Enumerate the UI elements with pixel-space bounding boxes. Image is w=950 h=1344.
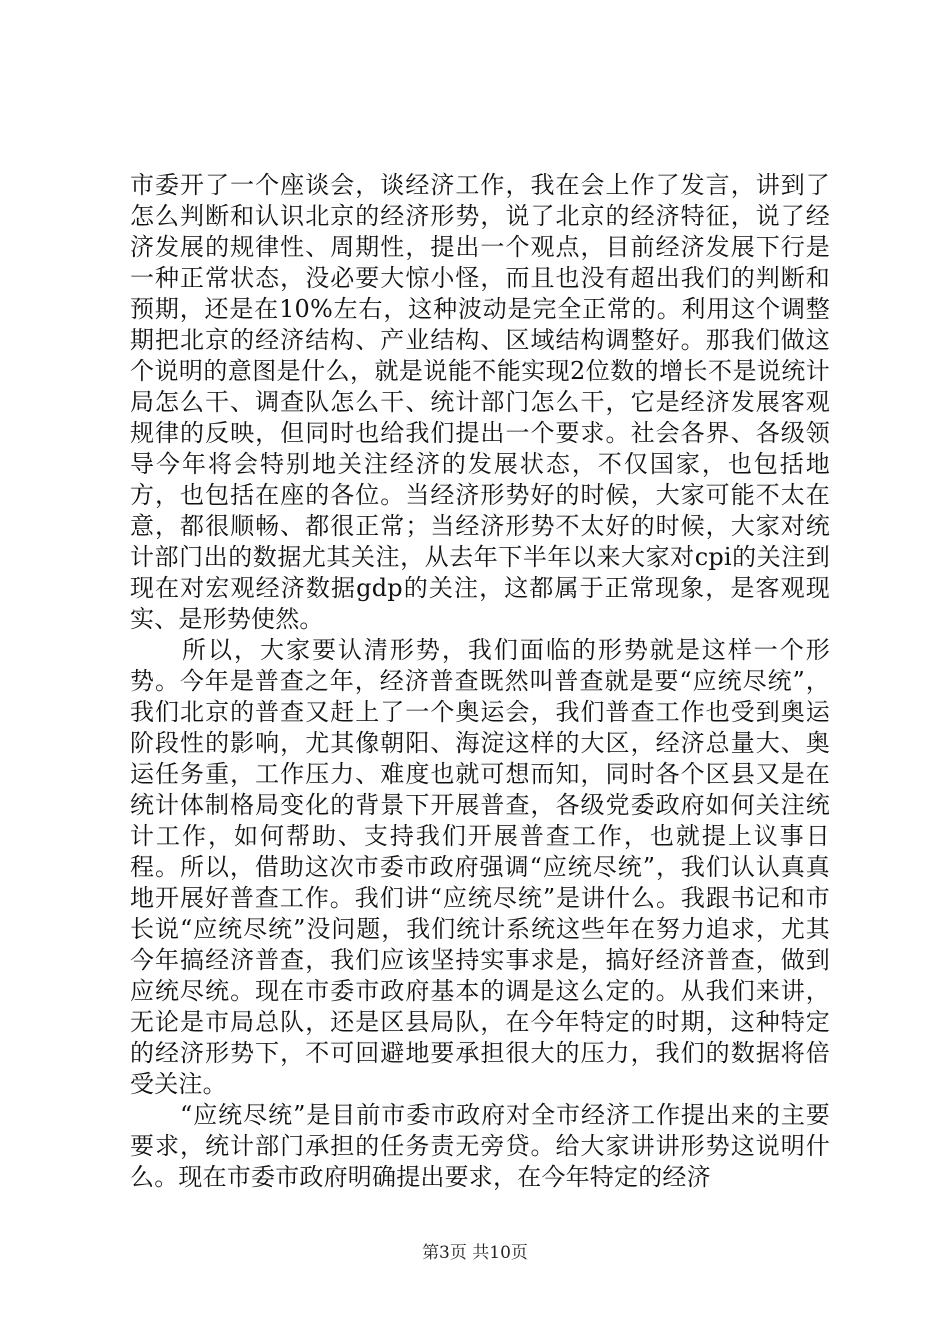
body-text: [130, 170, 830, 1193]
paragraph-1: 市委开了一个座谈会，谈经济工作，我在会上作了发言，讲到了怎么判断和认识北京的经济形势，说了北京的经济特征，说了经济发展的规律性、周期性，提出一个观点，目前经济发展下行是一种正常状态，没必要大惊小怪，而且也没有超出我们的判断和预期，还是在10%左右，这种波动是完全正常的。利用这个调整期把北京的经济结构、产业结构、区域结构调整好。那我们做这个说明的意图是什么，就是说能不能实现2位数的增长不是说统计局怎么干、调查队怎么干、统计部门怎么干，它是经济发展客观规律的反映，但同时也给我们提出一个要求。社会各界、各级领导今年将会特别地关注经济的发展状态，不仅国家，也包括地方，也包括在座的各位。当经济形势好的时候，大家可能不太在意，都很顺畅、都很正常；当经济形势不太好的时候，大家对统计部门出的数据尤其关注，从去年下半年以来大家对cpi的关注到现在对宏观经济数据gdp的关注，这都属于正常现象，是客观现实、是形势使然。: [130, 171, 830, 633]
page-footer: [0, 1243, 950, 1263]
paragraph-3: “应统尽统”是目前市委市政府对全市经济工作提出来的主要要求，统计部门承担的任务责无旁贷。给大家讲讲形势这说明什么。现在市委市政府明确提出要求，在今年特定的经济: [130, 1101, 830, 1191]
paragraph-2: 所以，大家要认清形势，我们面临的形势就是这样一个形势。今年是普查之年，经济普查既然叫普查就是要“应统尽统”，我们北京的普查又赶上了一个奥运会，我们普查工作也受到奥运阶段性的影响，尤其像朝阳、海淀这样的大区，经济总量大、奥运任务重，工作压力、难度也就可想而知，同时各个区县又是在统计体制格局变化的背景下开展普查，各级党委政府如何关注统计工作，如何帮助、支持我们开展普查工作，也就提上议事日程。所以，借助这次市委市政府强调“应统尽统”，我们认认真真地开展好普查工作。我们讲“应统尽统”是讲什么。我跟书记和市长说“应统尽统”没问题，我们统计系统这些年在努力追求，尤其今年搞经济普查，我们应该坚持实事求是，搞好经济普查，做到应统尽统。现在市委市政府基本的调是这么定的。从我们来讲，无论是市局总队，还是区县局队，在今年特定的时期，这种特定的经济形势下，不可回避地要承担很大的压力，我们的数据将倍受关注。: [130, 636, 830, 1098]
page-number: 第3页 共10页: [422, 1243, 528, 1263]
